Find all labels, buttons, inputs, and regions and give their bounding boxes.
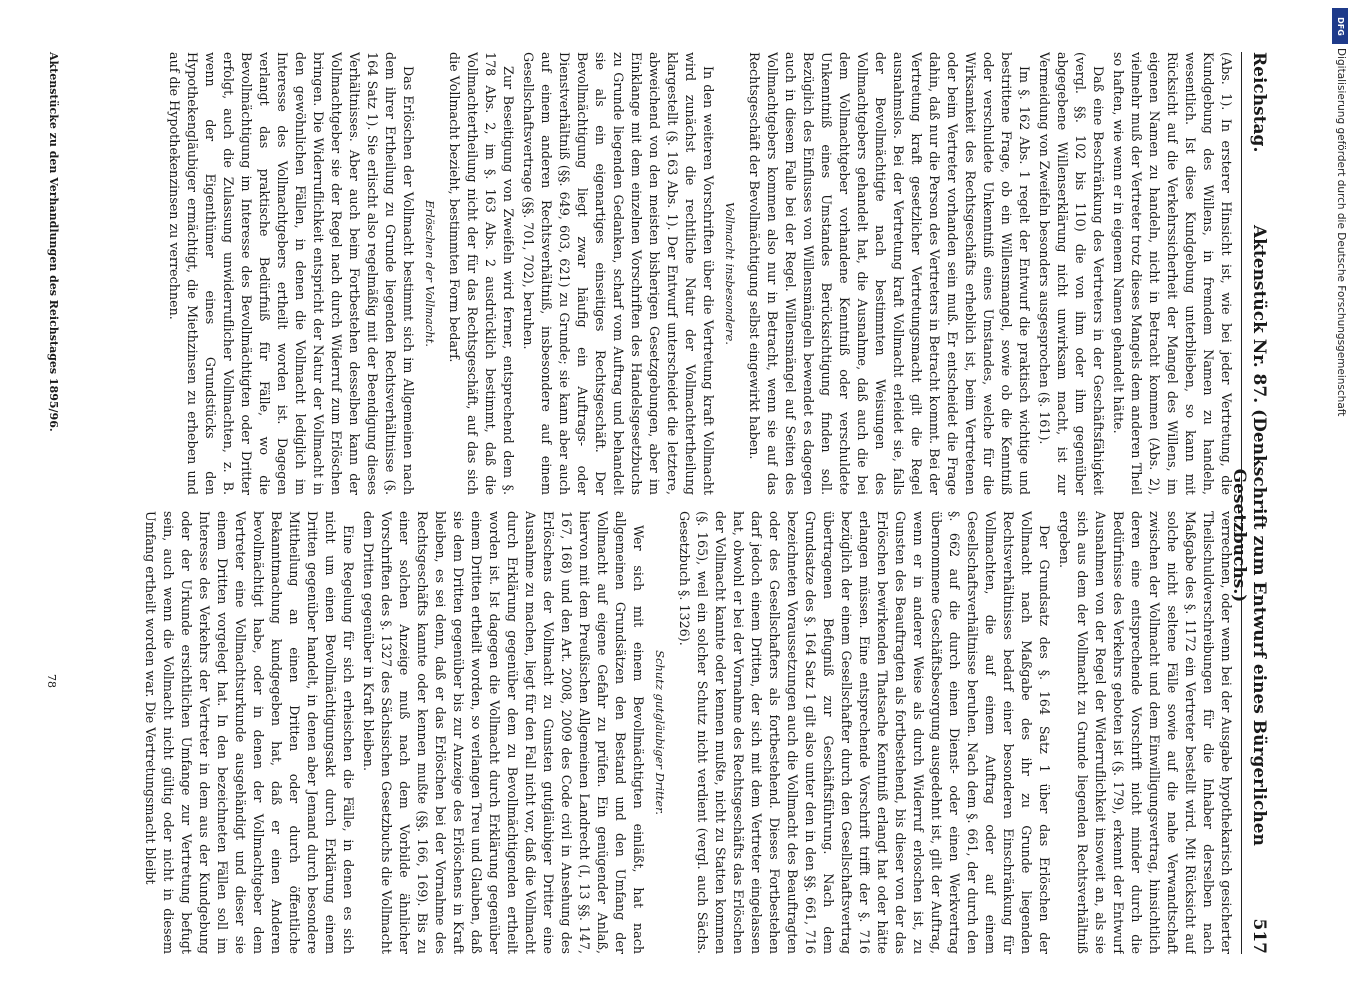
paragraph: (Abs. 1). In ersterer Hinsicht ist, wie bei jeder Vertretung, die Kundgebung des Willens, in fremdem Namen zu handeln, wesentlich. Ist diese Kundgebung unterblieben, so kann mit Rücksicht auf die Verkehrssicherheit der Mangel des Willens, im eigenen Namen zu handeln, nicht in Betracht kommen (Abs. 2), vielmehr muß der Vertreter trotz dieses Mangels dem anderen Theil so haften, wie wenn er in eigenem Namen gehandelt hätte.: [1111, 52, 1234, 495]
running-header: [1229, 52, 1269, 954]
footnote: Aktenstücke zu den Verhandlungen des Reichstages 1895/96.: [47, 52, 60, 432]
page-number: 78: [45, 674, 58, 688]
paragraph: Im §. 162 Abs. 1 regelt der Entwurf die praktisch wichtige und bestrittene Frage, ob ein Willensmangel, sowie ob die Kenntniß oder verschuldete Unkenntniß eines Umstandes, welche für die Wirksamkeit des Rechtsgeschäfts erheblich ist, beim Vertretenen oder beim Vertreter vorhanden sein muß. Er entscheidet die Frage dahin, daß nur die Person des Vertreters in Betracht kommt. Bei der Vertretung kraft gesetzlicher Vertretungsmacht gilt die Regel ausnahmslos. Bei der Vertretung kraft Vollmacht erleidet sie, falls der Bevollmächtigte nach bestimmten Weisungen des Vollmachtgebers gehandelt hat, die Ausnahme, daß auch die bei dem Vollmachtgeber vorhandene Kenntniß oder verschuldete Unkenntniß eines Umstandes Berücksichtigung finden soll. Bezüglich des Einflusses von Willensmängeln bewendet es dagegen auch in diesem Falle bei der Regel. Willensmängel auf Seiten des Vollmachtgebers kommen also nur in Betracht, wenn sie auf das Rechtsgeschäft der Bevollmächtigung selbst eingewirkt haben.: [747, 52, 1032, 495]
section-heading: Vollmacht insbesondere.: [723, 202, 737, 345]
section-heading: Schutz gutgläubiger Dritter.: [653, 650, 667, 815]
paragraph: Zur Beseitigung von Zweifeln wird ferner, entsprechend dem §. 178 Abs. 2, im §. 163 Abs. 2 ausdrücklich bestimmt, daß die Vollmachtertheilung nicht der für das Rechtsgeschäft, auf das sich die Vollmacht bezieht, bestimmten Form bedarf.: [447, 52, 516, 495]
paragraph: Das Erlöschen der Vollmacht bestimmt sich im Allgemeinen nach dem ihrer Ertheilung zu Grunde liegenden Rechtsverhältnisse (§. 164 Satz 1). Sie erlischt also regelmäßig mit der Beendigung dieses Verhältnisses. Aber auch beim Fortbestehen desselben kann der Vollmachtgeber sie der Regel nach durch Widerruf zum Erlöschen bringen. Die Widerruflichkeit entspricht der Natur der Vollmacht in den gewöhnlichen Fällen, in denen die Vollmacht lediglich im Interesse des Vollmachtgebers ertheilt worden ist. Dagegen verlangt das praktische Bedürfniß für Fälle, wo die Bevollmächtigung im Interesse des Bevollmächtigten oder Dritter erfolgt, auch die Zulassung unwiderruflicher Vollmachten, z. B. wenn der Eigenthümer eines Grundstücks den Hypothekengläubiger ermächtigt, die Miethzinsen zu erheben und auf die Hypothekenzinsen zu verrechnen.: [167, 52, 416, 495]
digitization-credit: Digitalisierung gefördert durch die Deutsche Forschungsgemeinschaft: [1335, 48, 1347, 417]
column-left: [85, 52, 1235, 495]
paragraph: Daß eine Beschränkung des Vertreters in der Geschäftsfähigkeit (vergl. §§. 102 bis 110) die von ihm oder ihm gegenüber abgegebene Willenserklärung nicht unwirksam macht, ist zur Vermeidung von Zweifeln besonders ausgesprochen (§. 161).: [1037, 52, 1106, 495]
rotated-page: [45, 38, 1275, 968]
column-right: [85, 511, 1235, 954]
paragraph: Eine Regelung für sich erheischen die Fälle, in denen es sich nicht um einen Bevollmächtigungsakt durch Erklärung einem Dritten gegenüber handelt, in denen aber Jemand durch besondere Mittheilung an einen Dritten oder durch öffentliche Bekanntmachung kundgegeben hat, daß er einen Anderen bevollmächtigt habe, oder in denen der Vollmachtgeber dem Vertreter eine Vollmachtsurkunde ausgehändigt und dieser sie einem Dritten vorgelegt hat. In den bezeichneten Fällen soll im Interesse des Verkehrs der Vertreter in dem aus der Kundgebung oder der Urkunde ersichtlichen Umfange zur Vertretung befugt sein, auch wenn die Vollmacht nicht gültig oder nicht in diesem Umfang ertheilt worden war. Die Vertretungsmacht bleibt: [143, 511, 356, 954]
digitization-sidebar: [1327, 0, 1353, 1000]
header-title: Aktenstück Nr. 87. (Denkschrift zum Entwurf eines Bürgerlichen Gesetzbuchs.): [1229, 224, 1269, 846]
header-left: Reichstag.: [1249, 52, 1269, 153]
paragraph: Der Grundsatz des §. 164 Satz 1 über das Erlöschen der Vollmacht nach Maßgabe des ihr zu Grunde liegenden Rechtsverhältnisses bedarf einer besonderen Einschränkung für Vollmachten, die auf einem Auftrag oder auf einem Gesellschaftsverhältnisse beruhen. Nach dem §. 661, der durch den §. 662 auf die durch einen Dienst- oder einen Werkvertrag übernommene Geschäftsbesorgung ausgedehnt ist, gilt der Auftrag, wenn er in anderer Weise als durch Widerruf erloschen ist, zu Gunsten des Beauftragten als fortbestehend, bis dieser von der das Erlöschen bewirkenden Thatsache Kenntniß erlangt hat oder hätte erlangen müssen. Eine entsprechende Vorschrift trifft der §. 716 bezüglich der einem Gesellschafter durch den Gesellschaftsvertrag übertragenen Befugniß zur Geschäftsführung. Nach dem Grundsatze des §. 164 Satz 1 gilt also unter den in den §§. 661, 716 bezeichneten Voraussetzungen auch die Vollmacht des Beauftragten oder des Gesellschafters als fortbestehend. Dieses Fortbestehen darf jedoch einem Dritten, der sich mit dem Vertreter eingelassen hat, obwohl er bei der Vornahme des Rechtsgeschäfts das Erlöschen der Vollmacht kannte oder kennen mußte, nicht zu Statten kommen (§. 165), weil ein solcher Schutz nicht verdient (vergl. auch Sächs. Gesetzbuch §. 1326).: [677, 511, 1052, 954]
logo-text: DFG: [1335, 16, 1345, 36]
paragraph: In den weiteren Vorschriften über die Vertretung kraft Vollmacht wird zunächst die rechtliche Natur der Vollmachtertheilung klargestellt (§. 163 Abs. 1). Der Entwurf unterscheidet die letztere, abweichend von den meisten bisherigen Gesetzgebungen, aber im Einklange mit dem einzelnen Vorschriften des Handelsgesetzbuchs zu Grunde liegenden Gedanken, scharf vom Auftrag und behandelt sie als ein eigenartiges einseitiges Rechtsgeschäft. Der Bevollmächtigung liegt zwar häufig ein Auftrags- oder Dienstverhältniß (§§. 649, 603, 621) zu Grunde; sie kann aber auch auf einem anderen Rechtsverhältniß, insbesondere auf einem Gesellschaftsvertrage (§§. 701, 702), beruhen.: [521, 52, 716, 495]
paragraph: verrechnen, oder wenn bei der Ausgabe hypothekarisch gesicherter Theilschuldverschreibungen für die Inhaber derselben nach Maßgabe des §. 1172 ein Vertreter bestellt wird. Mit Rücksicht auf solche nicht seltene Fälle sowie auf die nahe Verwandtschaft zwischen der Vollmacht und dem Einwilligungsvertrag, hinsichtlich deren eine entsprechende Vorschrift nicht minder durch die Bedürfnisse des Verkehrs geboten ist (§. 179), erkennt der Entwurf Ausnahmen von der Regel der Widerruflichkeit insoweit an, als sie sich aus dem der Vollmacht zu Grunde liegenden Rechtsverhältniß ergeben.: [1057, 511, 1234, 954]
text-columns: [85, 52, 1235, 954]
dfg-logo-icon: [1332, 8, 1348, 44]
section-heading: Erlöschen der Vollmacht.: [423, 200, 437, 347]
paragraph: Wer sich mit einem Bevollmächtigten einläßt, hat nach allgemeinen Grundsätzen den Bestand und den Umfang der Vollmacht auf eigene Gefahr zu prüfen. Ein genügender Anlaß, hiervon mit dem Preußischen Allgemeinen Landrecht (I, 13 §§. 147, 167, 168) und den Art. 2008, 2009 des Code civil in Ansehung des Erlöschens der Vollmacht zu Gunsten gutgläubiger Dritter eine Ausnahme zu machen, liegt für den Fall nicht vor, daß die Vollmacht durch Erklärung gegenüber dem zu Bevollmächtigenden ertheilt worden ist. Ist dagegen die Vollmacht durch Erklärung gegenüber einem Dritten ertheilt worden, so verlangen Treu und Glauben, daß sie dem Dritten gegenüber bis zur Anzeige des Erlöschens in Kraft bleiben, es sei denn, daß er das Erlöschen bei der Vornahme des Rechtsgeschäfts kannte oder kennen mußte (§§. 166, 169). Bis zu einer solchen Anzeige muß nach dem Vorbilde ähnlicher Vorschriften des §. 1327 des Sächsischen Gesetzbuchs die Vollmacht dem Dritten gegenüber in Kraft bleiben.: [361, 511, 646, 954]
header-page-number: 517: [1249, 918, 1269, 954]
